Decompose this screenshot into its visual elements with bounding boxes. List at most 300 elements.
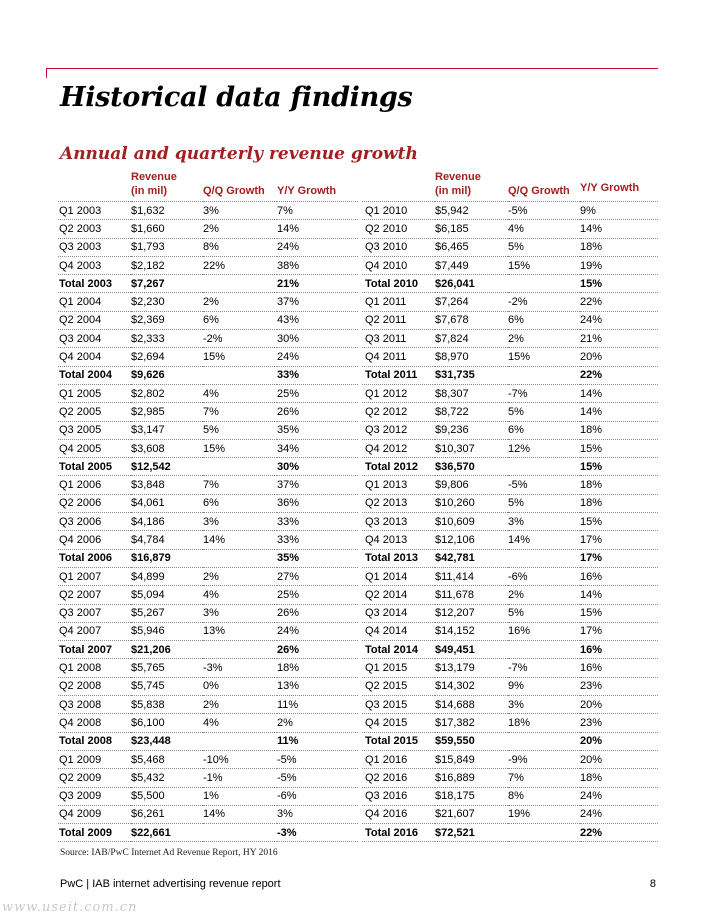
yy-growth-cell: 14% (580, 220, 658, 238)
revenue-cell: $6,261 (131, 805, 203, 823)
revenue-cell: $6,185 (435, 220, 508, 238)
qq-growth-cell: 7% (203, 476, 277, 494)
yy-growth-cell: 33% (277, 513, 358, 531)
table-row (58, 330, 358, 348)
qq-growth-cell (508, 366, 580, 384)
period-cell: Q4 2011 (362, 348, 435, 366)
qq-growth-cell: 2% (203, 696, 277, 714)
yy-growth-cell: 34% (277, 439, 358, 457)
yy-growth-cell: 20% (580, 348, 658, 366)
period-cell: Q1 2014 (362, 567, 435, 585)
table-row (58, 494, 358, 512)
revenue-cell: $14,688 (435, 696, 508, 714)
yy-growth-cell: 27% (277, 567, 358, 585)
table-row (362, 787, 658, 805)
qq-growth-cell: 5% (508, 238, 580, 256)
period-cell: Q2 2014 (362, 586, 435, 604)
revenue-cell: $5,267 (131, 604, 203, 622)
revenue-cell: $59,550 (435, 732, 508, 750)
period-cell: Q2 2004 (58, 311, 131, 329)
table-row (362, 311, 658, 329)
table-row (58, 293, 358, 311)
period-cell: Q2 2006 (58, 494, 131, 512)
table-row (58, 421, 358, 439)
yy-growth-cell: 22% (580, 366, 658, 384)
total-row (58, 366, 358, 384)
period-cell: Total 2009 (58, 824, 131, 842)
period-cell: Total 2010 (362, 275, 435, 293)
yy-growth-cell: 21% (580, 330, 658, 348)
qq-growth-cell (203, 824, 277, 842)
table-row (58, 513, 358, 531)
qq-growth-cell (203, 549, 277, 567)
revenue-cell: $4,899 (131, 567, 203, 585)
revenue-cell: $2,230 (131, 293, 203, 311)
yy-growth-cell: 26% (277, 641, 358, 659)
revenue-cell: $7,267 (131, 275, 203, 293)
revenue-cell: $10,260 (435, 494, 508, 512)
period-cell: Q2 2011 (362, 311, 435, 329)
revenue-cell: $2,333 (131, 330, 203, 348)
qq-growth-cell (203, 366, 277, 384)
period-cell: Q2 2003 (58, 220, 131, 238)
yy-growth-cell: 20% (580, 750, 658, 768)
revenue-cell: $5,765 (131, 659, 203, 677)
table-row (362, 293, 658, 311)
yy-growth-cell: 19% (580, 256, 658, 274)
yy-growth-cell: 24% (580, 787, 658, 805)
revenue-cell: $5,500 (131, 787, 203, 805)
period-cell: Total 2011 (362, 366, 435, 384)
period-cell: Q3 2009 (58, 787, 131, 805)
period-cell: Q2 2013 (362, 494, 435, 512)
revenue-cell: $21,206 (131, 641, 203, 659)
period-cell: Q3 2010 (362, 238, 435, 256)
qq-growth-cell: 1% (203, 787, 277, 805)
table-row (362, 220, 658, 238)
table-row (58, 604, 358, 622)
total-row (58, 549, 358, 567)
period-cell: Q4 2013 (362, 531, 435, 549)
period-cell: Q2 2005 (58, 403, 131, 421)
table-row (58, 659, 358, 677)
qq-growth-cell: 14% (203, 531, 277, 549)
qq-growth-cell: 3% (203, 202, 277, 220)
period-cell: Q4 2004 (58, 348, 131, 366)
period-cell: Q1 2005 (58, 384, 131, 402)
revenue-cell: $7,824 (435, 330, 508, 348)
period-cell: Q3 2004 (58, 330, 131, 348)
qq-growth-cell: 12% (508, 439, 580, 457)
yy-growth-cell: 25% (277, 384, 358, 402)
qq-growth-cell: -2% (203, 330, 277, 348)
yy-growth-cell: 33% (277, 366, 358, 384)
period-cell: Q4 2005 (58, 439, 131, 457)
period-cell: Q1 2016 (362, 750, 435, 768)
period-cell: Q1 2010 (362, 202, 435, 220)
yy-growth-cell: 15% (580, 458, 658, 476)
total-row (362, 366, 658, 384)
yy-growth-cell: 35% (277, 421, 358, 439)
qq-growth-cell: 2% (203, 293, 277, 311)
table-row (362, 439, 658, 457)
revenue-cell: $2,985 (131, 403, 203, 421)
qq-growth-cell: 6% (508, 421, 580, 439)
revenue-cell: $12,207 (435, 604, 508, 622)
table-row (362, 622, 658, 640)
revenue-cell: $1,660 (131, 220, 203, 238)
qq-growth-cell: 3% (203, 513, 277, 531)
yy-growth-cell: 24% (580, 805, 658, 823)
table-row (362, 330, 658, 348)
table-row (58, 531, 358, 549)
yy-growth-cell: -3% (277, 824, 358, 842)
revenue-cell: $1,632 (131, 202, 203, 220)
footer-report-title: PwC | IAB internet advertising revenue report (60, 878, 281, 890)
period-cell: Total 2006 (58, 549, 131, 567)
table-row (362, 256, 658, 274)
period-cell: Q3 2005 (58, 421, 131, 439)
total-row (362, 458, 658, 476)
period-cell: Q4 2006 (58, 531, 131, 549)
yy-growth-cell: 20% (580, 696, 658, 714)
yy-growth-cell: 36% (277, 494, 358, 512)
revenue-header-line1: Revenue (131, 171, 177, 183)
qq-growth-header: Q/Q Growth (508, 185, 570, 197)
yy-growth-cell: -6% (277, 787, 358, 805)
qq-growth-cell: 8% (508, 787, 580, 805)
yy-growth-cell: 15% (580, 275, 658, 293)
table-row (362, 750, 658, 768)
revenue-cell: $4,784 (131, 531, 203, 549)
qq-growth-cell: 4% (203, 586, 277, 604)
qq-growth-cell (203, 458, 277, 476)
qq-growth-cell: -5% (508, 202, 580, 220)
qq-growth-cell: 15% (203, 348, 277, 366)
revenue-cell: $42,781 (435, 549, 508, 567)
yy-growth-header: Y/Y Growth (580, 182, 640, 194)
qq-growth-cell (508, 824, 580, 842)
qq-growth-cell: 2% (203, 567, 277, 585)
table-row (58, 567, 358, 585)
qq-growth-cell: 7% (508, 769, 580, 787)
period-cell: Q4 2010 (362, 256, 435, 274)
period-cell: Total 2004 (58, 366, 131, 384)
qq-growth-header: Q/Q Growth (203, 185, 265, 197)
yy-growth-cell: 38% (277, 256, 358, 274)
yy-growth-cell: 18% (580, 476, 658, 494)
yy-growth-cell: 2% (277, 714, 358, 732)
table-row (58, 622, 358, 640)
qq-growth-cell: 15% (508, 256, 580, 274)
qq-growth-cell: -3% (203, 659, 277, 677)
qq-growth-cell: 14% (508, 531, 580, 549)
revenue-cell: $13,179 (435, 659, 508, 677)
period-cell: Q3 2015 (362, 696, 435, 714)
table-row (362, 769, 658, 787)
table-row (362, 421, 658, 439)
qq-growth-cell (203, 641, 277, 659)
period-cell: Total 2007 (58, 641, 131, 659)
period-cell: Q2 2008 (58, 677, 131, 695)
total-row (362, 549, 658, 567)
table-row (362, 384, 658, 402)
yy-growth-cell: 11% (277, 732, 358, 750)
revenue-cell: $8,722 (435, 403, 508, 421)
period-cell: Q4 2003 (58, 256, 131, 274)
period-cell: Total 2014 (362, 641, 435, 659)
table-row (58, 696, 358, 714)
qq-growth-cell: 8% (203, 238, 277, 256)
period-cell: Q4 2008 (58, 714, 131, 732)
period-cell: Q1 2003 (58, 202, 131, 220)
period-cell: Q1 2015 (362, 659, 435, 677)
yy-growth-cell: 3% (277, 805, 358, 823)
yy-growth-cell: 24% (277, 348, 358, 366)
qq-growth-cell: 4% (508, 220, 580, 238)
revenue-cell: $7,678 (435, 311, 508, 329)
qq-growth-cell (508, 275, 580, 293)
yy-growth-cell: 18% (580, 421, 658, 439)
period-cell: Q1 2008 (58, 659, 131, 677)
revenue-cell: $2,694 (131, 348, 203, 366)
qq-growth-cell: 2% (508, 586, 580, 604)
revenue-cell: $17,382 (435, 714, 508, 732)
yy-growth-cell: 25% (277, 586, 358, 604)
period-cell: Q2 2015 (362, 677, 435, 695)
qq-growth-cell: 6% (508, 311, 580, 329)
revenue-cell: $15,849 (435, 750, 508, 768)
total-row (362, 732, 658, 750)
qq-growth-cell (203, 732, 277, 750)
yy-growth-cell: 7% (277, 202, 358, 220)
table-row (362, 476, 658, 494)
table-row (58, 311, 358, 329)
qq-growth-cell: -7% (508, 659, 580, 677)
yy-growth-cell: -5% (277, 750, 358, 768)
revenue-table-2010-2016 (362, 170, 658, 842)
revenue-header-line2: (in mil) (435, 185, 472, 197)
revenue-cell: $16,879 (131, 549, 203, 567)
yy-growth-cell: 14% (580, 403, 658, 421)
qq-growth-cell (508, 641, 580, 659)
revenue-cell: $26,041 (435, 275, 508, 293)
table-row (362, 659, 658, 677)
qq-growth-cell: 7% (203, 403, 277, 421)
qq-growth-cell: -5% (508, 476, 580, 494)
revenue-cell: $2,369 (131, 311, 203, 329)
yy-growth-cell: 9% (580, 202, 658, 220)
table-row (362, 513, 658, 531)
revenue-cell: $12,106 (435, 531, 508, 549)
qq-growth-cell: 2% (203, 220, 277, 238)
period-cell: Q1 2006 (58, 476, 131, 494)
total-row (362, 641, 658, 659)
revenue-cell: $2,802 (131, 384, 203, 402)
yy-growth-cell: 15% (580, 604, 658, 622)
revenue-cell: $5,432 (131, 769, 203, 787)
period-cell: Q1 2007 (58, 567, 131, 585)
revenue-cell: $11,414 (435, 567, 508, 585)
qq-growth-cell: -10% (203, 750, 277, 768)
qq-growth-cell: 22% (203, 256, 277, 274)
revenue-cell: $3,147 (131, 421, 203, 439)
table-row (58, 750, 358, 768)
table-row (362, 677, 658, 695)
watermark: www.useit.com.cn (2, 900, 138, 915)
revenue-cell: $5,745 (131, 677, 203, 695)
yy-growth-cell: 35% (277, 549, 358, 567)
qq-growth-cell: -9% (508, 750, 580, 768)
top-rule-tick (46, 68, 47, 78)
revenue-cell: $5,094 (131, 586, 203, 604)
qq-growth-cell: -1% (203, 769, 277, 787)
period-cell: Total 2016 (362, 824, 435, 842)
qq-growth-cell: 0% (203, 677, 277, 695)
qq-growth-cell: 13% (203, 622, 277, 640)
period-cell: Q2 2012 (362, 403, 435, 421)
table-row (58, 586, 358, 604)
revenue-cell: $23,448 (131, 732, 203, 750)
yy-growth-cell: 17% (580, 549, 658, 567)
revenue-cell: $22,661 (131, 824, 203, 842)
table-row (58, 220, 358, 238)
period-cell: Total 2015 (362, 732, 435, 750)
page-title: Historical data findings (60, 82, 413, 113)
table-row (58, 787, 358, 805)
period-cell: Q2 2009 (58, 769, 131, 787)
revenue-header-line1: Revenue (435, 171, 481, 183)
revenue-cell: $5,838 (131, 696, 203, 714)
revenue-cell: $7,264 (435, 293, 508, 311)
table-row (362, 494, 658, 512)
period-cell: Q1 2004 (58, 293, 131, 311)
table-row (58, 238, 358, 256)
table-row (58, 769, 358, 787)
revenue-cell: $10,307 (435, 439, 508, 457)
period-cell: Q4 2007 (58, 622, 131, 640)
revenue-cell: $10,609 (435, 513, 508, 531)
qq-growth-cell: 5% (203, 421, 277, 439)
qq-growth-cell: 5% (508, 604, 580, 622)
table-row (58, 476, 358, 494)
yy-growth-cell: 22% (580, 824, 658, 842)
qq-growth-cell (508, 732, 580, 750)
total-row (58, 732, 358, 750)
table-row (362, 403, 658, 421)
table-body (362, 202, 658, 842)
total-row (362, 275, 658, 293)
period-cell: Q4 2014 (362, 622, 435, 640)
table-row (362, 202, 658, 220)
yy-growth-cell: 24% (277, 238, 358, 256)
qq-growth-cell: 6% (203, 311, 277, 329)
revenue-cell: $9,236 (435, 421, 508, 439)
qq-growth-cell: 9% (508, 677, 580, 695)
qq-growth-cell (203, 275, 277, 293)
revenue-cell: $6,465 (435, 238, 508, 256)
period-cell: Q4 2016 (362, 805, 435, 823)
period-cell: Q1 2011 (362, 293, 435, 311)
qq-growth-cell: -6% (508, 567, 580, 585)
period-cell: Q3 2014 (362, 604, 435, 622)
qq-growth-cell: 4% (203, 384, 277, 402)
revenue-cell: $12,542 (131, 458, 203, 476)
revenue-cell: $18,175 (435, 787, 508, 805)
yy-growth-cell: 14% (580, 586, 658, 604)
period-cell: Q3 2016 (362, 787, 435, 805)
yy-growth-cell: 16% (580, 659, 658, 677)
revenue-cell: $5,942 (435, 202, 508, 220)
page-number: 8 (649, 878, 656, 890)
total-row (58, 458, 358, 476)
revenue-cell: $14,302 (435, 677, 508, 695)
period-cell: Q3 2007 (58, 604, 131, 622)
period-cell: Q4 2012 (362, 439, 435, 457)
qq-growth-cell: 3% (508, 696, 580, 714)
revenue-cell: $3,848 (131, 476, 203, 494)
revenue-cell: $36,570 (435, 458, 508, 476)
qq-growth-cell: 19% (508, 805, 580, 823)
qq-growth-cell: 3% (203, 604, 277, 622)
yy-growth-cell: 20% (580, 732, 658, 750)
table-row (58, 202, 358, 220)
yy-growth-cell: 24% (580, 311, 658, 329)
yy-growth-cell: 23% (580, 677, 658, 695)
table-header (58, 170, 358, 202)
revenue-cell: $5,468 (131, 750, 203, 768)
table-row (362, 238, 658, 256)
qq-growth-cell: -2% (508, 293, 580, 311)
table-row (362, 604, 658, 622)
yy-growth-cell: 30% (277, 458, 358, 476)
period-cell: Q3 2003 (58, 238, 131, 256)
yy-growth-header: Y/Y Growth (277, 185, 337, 197)
qq-growth-cell: 16% (508, 622, 580, 640)
period-cell: Q3 2012 (362, 421, 435, 439)
yy-growth-cell: 15% (580, 439, 658, 457)
top-rule (46, 68, 658, 69)
qq-growth-cell: 3% (508, 513, 580, 531)
revenue-header (435, 170, 508, 202)
total-row (362, 824, 658, 842)
period-cell: Q1 2012 (362, 384, 435, 402)
qq-growth-cell: 14% (203, 805, 277, 823)
qq-growth-cell: -7% (508, 384, 580, 402)
qq-growth-cell: 4% (203, 714, 277, 732)
yy-growth-cell: 26% (277, 604, 358, 622)
table-row (362, 567, 658, 585)
yy-growth-cell: 11% (277, 696, 358, 714)
period-cell: Q3 2008 (58, 696, 131, 714)
period-cell: Q4 2009 (58, 805, 131, 823)
qq-growth-cell (508, 549, 580, 567)
table-row (58, 714, 358, 732)
yy-growth-cell: 13% (277, 677, 358, 695)
revenue-header-line2: (in mil) (131, 185, 168, 197)
source-note: Source: IAB/PwC Internet Ad Revenue Report, HY 2016 (60, 848, 278, 858)
yy-growth-cell: 18% (580, 238, 658, 256)
period-cell: Total 2013 (362, 549, 435, 567)
yy-growth-cell: 37% (277, 293, 358, 311)
revenue-cell: $5,946 (131, 622, 203, 640)
table-header (362, 170, 658, 202)
total-row (58, 641, 358, 659)
qq-growth-cell: 15% (508, 348, 580, 366)
revenue-cell: $31,735 (435, 366, 508, 384)
yy-growth-cell: 23% (580, 714, 658, 732)
qq-growth-cell (508, 458, 580, 476)
